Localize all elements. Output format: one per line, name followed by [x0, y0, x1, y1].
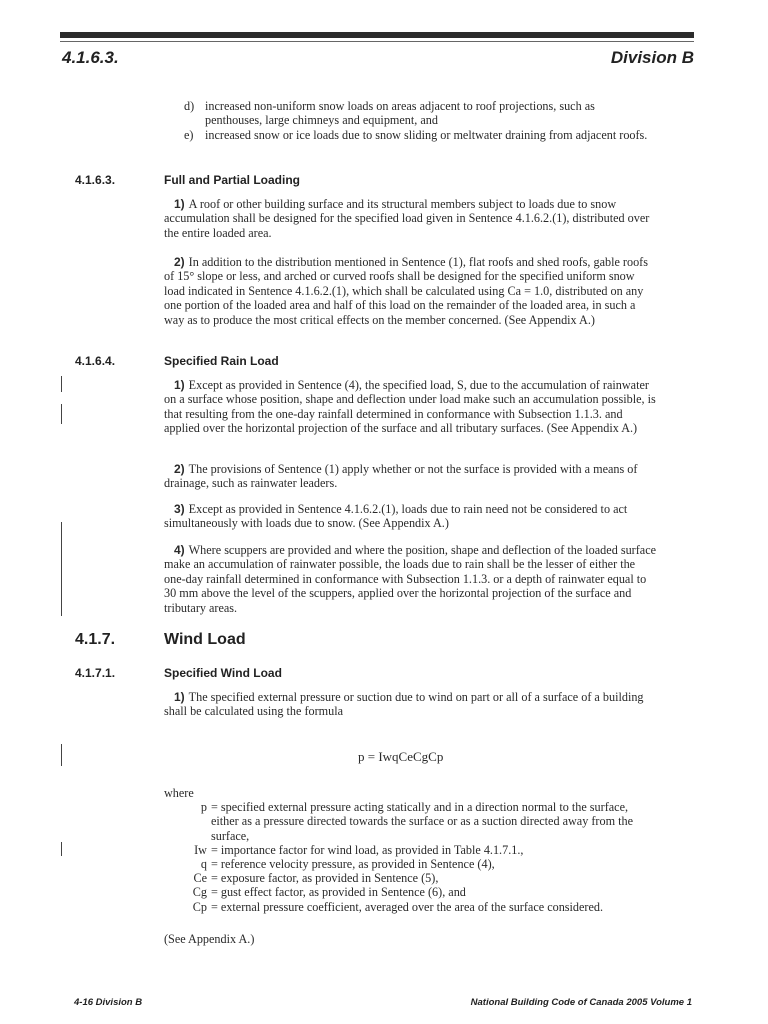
header-section-ref: 4.1.6.3.	[62, 48, 119, 67]
footer-page-ref: 4-16 Division B	[74, 997, 143, 1008]
sentence-text: Where scuppers are provided and where the position, shape and deflection of the loaded surface make an accumulation of rainwater possible, the loads due to rain shall be the lesser of either the one-day rainfall determined in conformance with Subsection 1.1.3. or a depth of rainwater equal to 30 mm above the level of the scuppers, applied over the horizontal projection of the surface and tributary areas.	[164, 543, 657, 615]
section-title: Specified Rain Load	[164, 354, 279, 368]
section-number: 4.1.7.	[75, 631, 116, 648]
header-rule-thick	[60, 32, 694, 38]
list-text: increased snow or ice loads due to snow sliding or meltwater draining from adjacent roofs.	[205, 128, 648, 142]
sentence-text: The specified external pressure or suction due to wind on part or all of a surface of a building shall be calculated using the formula	[164, 690, 644, 719]
sentence-text: In addition to the distribution mentioned in Sentence (1), flat roofs and shed roofs, gable roofs of 15° slope or less, and arched or curved roofs shall be designed for the specified uniform snow load indicated in Sentence 4.1.6.2.(1), which shall be calculated using Ca = 1.0, distributed on any one portion of the loaded area and half of this load on the remainder of the loaded area, in such a way as to produce the most critical effects on the member concerned. (See Appendix A.)	[164, 255, 648, 327]
sentence	[164, 462, 656, 491]
see-appendix: (See Appendix A.)	[164, 932, 255, 946]
sentence-number: 1)	[174, 197, 185, 211]
header-rule-thin	[60, 41, 694, 42]
variable-symbol: Cg	[192, 885, 207, 899]
where-label: where	[164, 786, 194, 800]
section-title: Specified Wind Load	[164, 666, 282, 680]
sentence-number: 3)	[174, 502, 185, 516]
sentence-text: Except as provided in Sentence 4.1.6.2.(1), loads due to rain need not be considered to act simultaneously with loads due to snow. (See Appendix A.)	[164, 502, 628, 531]
section-number: 4.1.6.4.	[75, 354, 116, 368]
section-title: Wind Load	[164, 631, 246, 648]
sentence-number: 4)	[174, 543, 185, 557]
variable-definition: = gust effect factor, as provided in Sentence (6), and	[211, 885, 466, 899]
list-marker: e)	[184, 128, 194, 142]
sentence-number: 2)	[174, 255, 185, 269]
variable-definition: = reference velocity pressure, as provided in Sentence (4),	[211, 857, 495, 871]
sentence-number: 1)	[174, 378, 185, 392]
sentence-number: 1)	[174, 690, 185, 704]
sentence	[164, 197, 656, 240]
variable-symbol: Ce	[193, 871, 207, 885]
sentence	[164, 255, 656, 327]
wind-formula: p = IwqCeCgCp	[358, 749, 444, 764]
revision-bar	[61, 522, 62, 616]
variable-symbol: q	[200, 857, 207, 871]
sentence-text: Except as provided in Sentence (4), the specified load, S, due to the accumulation of rainwater on a surface whose position, shape and deflection under load make such an accumulation possible, is that resulting from the one-day rainfall determined in conformance with Subsection 1.1.3. and applied over the horizontal projection of the surface and all tributary surfaces. (See Appendix A.)	[164, 378, 656, 436]
revision-bar	[61, 842, 62, 856]
variable-definition: = specified external pressure acting statically and in a direction normal to the surface, either as a pressure directed towards the surface or as a suction directed away from the surface,	[211, 800, 633, 843]
header-division: Division B	[610, 48, 694, 67]
variable-symbol: p	[200, 800, 207, 814]
revision-bar	[61, 376, 62, 392]
sentence-number: 2)	[174, 462, 185, 476]
section-title: Full and Partial Loading	[164, 173, 301, 187]
sentence	[164, 690, 656, 719]
sentence-text: The provisions of Sentence (1) apply whether or not the surface is provided with a means of drainage, such as rainwater leaders.	[164, 462, 638, 491]
sentence	[164, 502, 656, 531]
section-number: 4.1.7.1.	[75, 666, 116, 680]
footer-publication: National Building Code of Canada 2005 Volume 1	[470, 997, 692, 1008]
revision-bar	[61, 404, 62, 424]
list-item	[184, 128, 654, 142]
sentence	[164, 543, 656, 615]
list-text: increased non-uniform snow loads on areas adjacent to roof projections, such as penthouses, large chimneys and equipment, and	[205, 99, 595, 128]
variable-symbol: Iw	[194, 843, 207, 857]
sentence-text: A roof or other building surface and its structural members subject to loads due to snow accumulation shall be designed for the specified load given in Sentence 4.1.6.2.(1), distributed over the entire loaded area.	[164, 197, 650, 240]
variable-definition: = external pressure coefficient, averaged over the area of the surface considered.	[211, 900, 604, 914]
list-marker: d)	[184, 99, 195, 113]
sentence	[164, 378, 656, 436]
variable-definition: = exposure factor, as provided in Sentence (5),	[211, 871, 439, 885]
list-item	[184, 99, 654, 128]
section-number: 4.1.6.3.	[75, 173, 116, 187]
variable-symbol: Cp	[192, 900, 207, 914]
variable-definition: = importance factor for wind load, as provided in Table 4.1.7.1.,	[211, 843, 524, 857]
revision-bar	[61, 744, 62, 766]
